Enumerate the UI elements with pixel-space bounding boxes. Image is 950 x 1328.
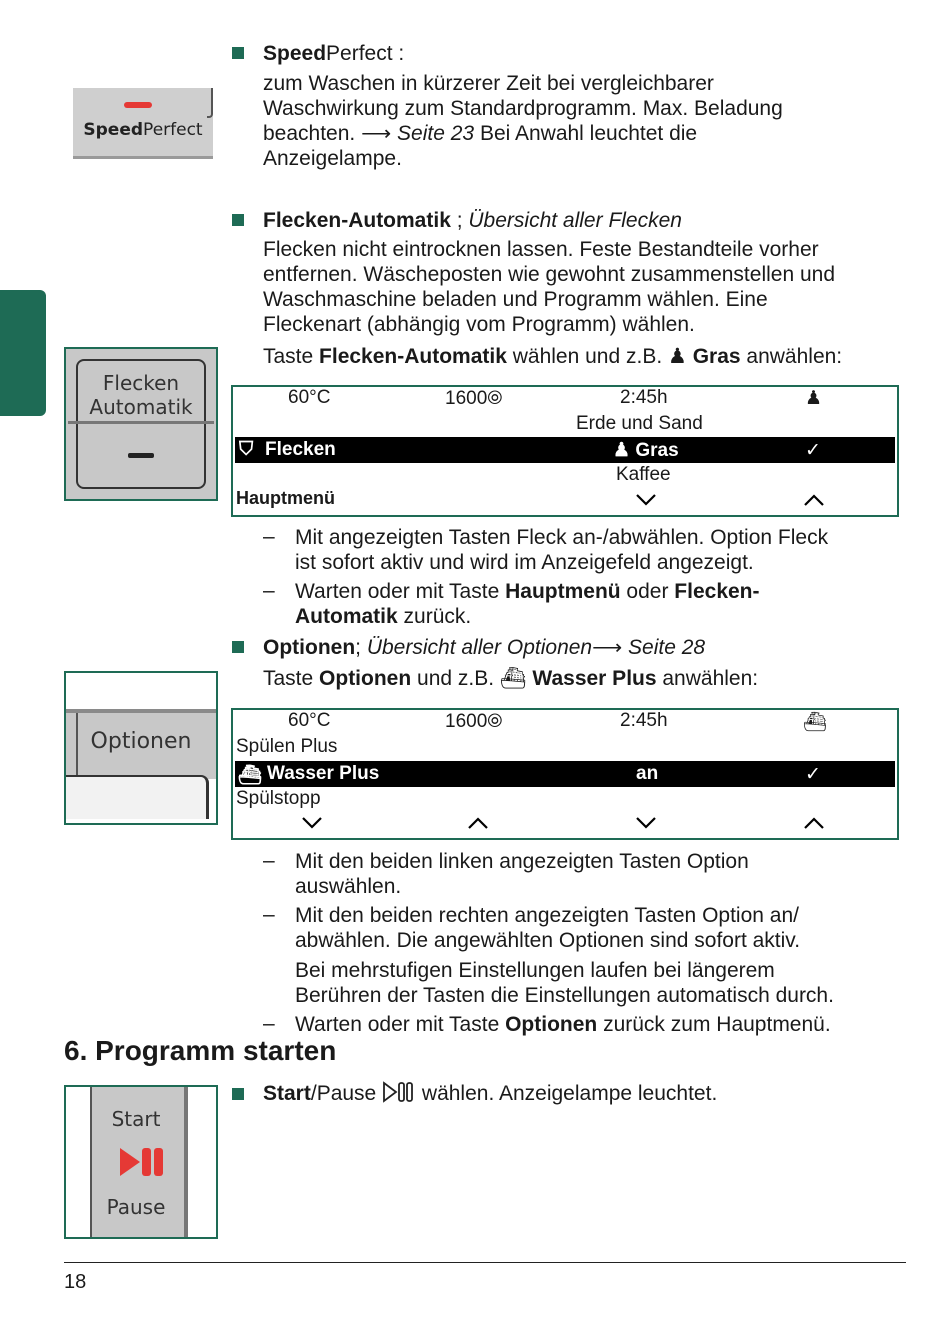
minus-icon bbox=[128, 453, 154, 458]
page-number: 18 bbox=[64, 1271, 87, 1293]
flecken-heading: Flecken-Automatik ; Übersicht aller Flecken bbox=[263, 209, 682, 232]
checkmark-icon: ✓ bbox=[805, 440, 821, 461]
flecken-button-label: Flecken Automatik bbox=[89, 371, 193, 419]
chevron-up-icon[interactable] bbox=[803, 816, 825, 830]
section-title: 6. Programm starten bbox=[64, 1035, 337, 1066]
dash: – bbox=[263, 1012, 275, 1035]
spin-speed: 1600⦾ bbox=[445, 388, 503, 409]
selected-category: Flecken bbox=[265, 439, 336, 460]
option-spuelstopp: Spülstopp bbox=[236, 788, 321, 809]
bullet bbox=[232, 47, 244, 59]
start-pause-button-image bbox=[64, 1085, 218, 1239]
spin-icon: ⦾ bbox=[487, 711, 503, 732]
water-plus-icon: ⛴ bbox=[803, 712, 828, 733]
optionen-note-2: Mit den beiden rechten angezeigten Tasten Option an/ abwählen. Die angewählten Optionen sind sofort aktiv. Bei mehrstufigen Einstellungen laufen bei längerem Berühren der Tasten die Einstellungen automatisch durch. bbox=[295, 904, 834, 1007]
pause-label: Pause bbox=[106, 1195, 166, 1219]
chevron-down-icon[interactable] bbox=[301, 816, 323, 830]
flecken-description: Flecken nicht eintrocknen lassen. Feste Bestandteile vorher entfernen. Wäscheposten wie gewohnt zusammenstellen und Waschmaschine beladen und Programm wählen. Eine Fleckenart (abhängig vom Programm) wählen. bbox=[263, 238, 836, 336]
temperature: 60°C bbox=[288, 710, 331, 731]
flecken-instruction: Taste Flecken-Automatik wählen und z.B. ♟ Gras anwählen: bbox=[263, 345, 843, 368]
stain-icon: ♟ bbox=[613, 440, 631, 461]
dash: – bbox=[263, 849, 275, 872]
stain-icon: ♟ bbox=[805, 388, 823, 409]
dash: – bbox=[263, 579, 275, 602]
dash: – bbox=[263, 525, 275, 548]
remaining-time: 2:45h bbox=[620, 387, 668, 408]
selected-value: ♟ Gras bbox=[613, 440, 679, 461]
flecken-note-1: Mit angezeigten Tasten Fleck an-/abwählen. Option Fleck ist sofort aktiv und wird im Anzeigefeld angezeigt. bbox=[295, 526, 829, 574]
option-kaffee: Kaffee bbox=[616, 464, 671, 485]
chevron-up-icon[interactable] bbox=[467, 816, 489, 830]
speedperfect-button-image bbox=[73, 88, 213, 159]
option-erde-und-sand: Erde und Sand bbox=[576, 413, 703, 434]
optionen-display-panel bbox=[231, 708, 899, 840]
optionen-button-label: Optionen bbox=[90, 729, 192, 754]
speedperfect-button-label: SpeedPerfect bbox=[83, 120, 203, 140]
footer-rule bbox=[64, 1262, 906, 1263]
chevron-down-icon[interactable] bbox=[635, 816, 657, 830]
indicator-lamp bbox=[124, 102, 152, 108]
play-pause-outline-icon bbox=[382, 1081, 416, 1103]
chevron-up-icon[interactable] bbox=[803, 493, 825, 507]
dash: – bbox=[263, 903, 275, 926]
optionen-button-image bbox=[64, 671, 218, 825]
optionen-note-3: Warten oder mit Taste Optionen zurück zum Hauptmenü. bbox=[295, 1013, 831, 1036]
flecken-note-2: Warten oder mit Taste Hauptmenü oder Flecken- Automatik zurück. bbox=[295, 580, 760, 628]
selected-value: an bbox=[636, 763, 659, 784]
water-plus-icon: ⛴ bbox=[238, 765, 263, 786]
bullet bbox=[232, 641, 244, 653]
bullet bbox=[232, 214, 244, 226]
flecken-automatik-button-image bbox=[64, 347, 218, 501]
hauptmenu-label[interactable]: Hauptmenü bbox=[236, 488, 335, 508]
start-label: Start bbox=[111, 1107, 161, 1131]
bullet bbox=[232, 1088, 244, 1100]
optionen-instruction: Taste Optionen und z.B. ⛴ Wasser Plus anwählen: bbox=[263, 667, 759, 690]
chapter-tab-marker bbox=[0, 290, 46, 416]
play-pause-icon bbox=[118, 1145, 166, 1179]
stain-icon: ♟ bbox=[668, 345, 687, 368]
selected-row bbox=[235, 761, 895, 787]
start-instruction: Start/Pause wählen. Anzeigelampe leuchtet. bbox=[263, 1082, 718, 1105]
speedperfect-heading: SpeedPerfect : bbox=[263, 42, 405, 65]
spin-icon: ⦾ bbox=[487, 388, 503, 409]
optionen-heading: Optionen; Übersicht aller Optionen⟶ Seite 28 bbox=[263, 636, 706, 659]
optionen-note-1: Mit den beiden linken angezeigten Tasten Option auswählen. bbox=[295, 850, 749, 898]
spin-speed: 1600⦾ bbox=[445, 711, 503, 732]
selected-option: Wasser Plus bbox=[267, 763, 380, 784]
temperature: 60°C bbox=[288, 387, 331, 408]
speedperfect-description: zum Waschen in kürzerer Zeit bei vergleichbarer Waschwirkung zum Standardprogramm. Max. Beladung beachten. ⟶ Seite 23 Bei Anwahl leuchtet die Anzeigelampe. bbox=[263, 72, 783, 170]
checkmark-icon: ✓ bbox=[805, 764, 821, 785]
option-spuelen-plus: Spülen Plus bbox=[236, 736, 338, 757]
remaining-time: 2:45h bbox=[620, 710, 668, 731]
water-plus-icon: ⛴ bbox=[499, 667, 527, 690]
selected-row bbox=[235, 437, 895, 463]
shirt-icon: ⛉ bbox=[239, 439, 254, 460]
flecken-display-panel bbox=[231, 385, 899, 517]
chevron-down-icon[interactable] bbox=[635, 493, 657, 507]
